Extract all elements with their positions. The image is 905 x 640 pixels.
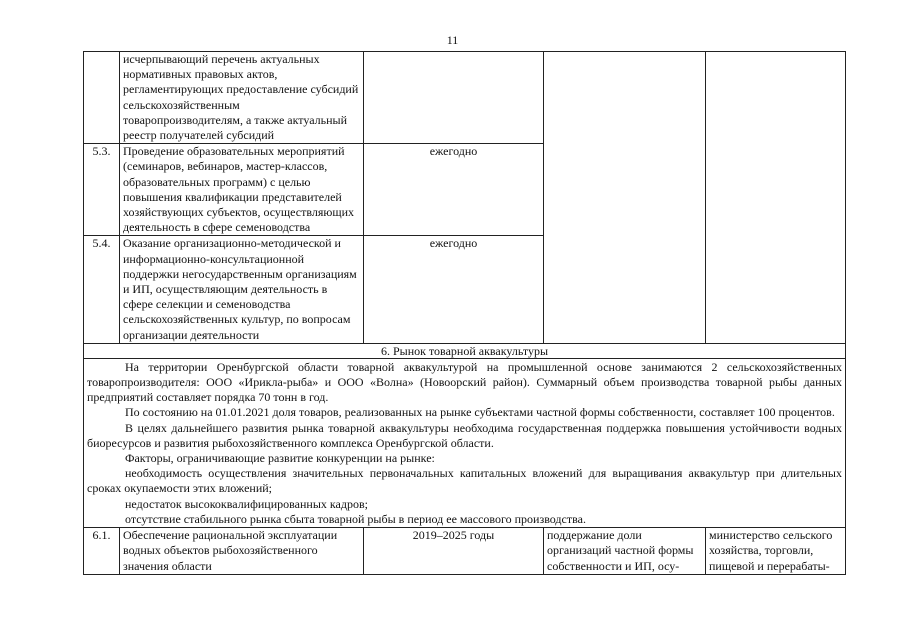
row-number: 5.3. [84, 144, 120, 236]
page-number: 11 [446, 33, 459, 47]
measures-table [83, 51, 846, 575]
indicator-cell: поддержание доли организаций частной формы собственности и ИП, осу- [544, 528, 706, 575]
responsible-cell: министерство сельского хозяйства, торговли, пищевой и перерабаты- [706, 528, 846, 575]
paragraph: отсутствие стабильного рынка сбыта товарной рыбы в период ее массового производства. [125, 511, 586, 526]
paragraph: По состоянию на 01.01.2021 доля товаров, реализованных на рынке субъектами частной формы собственности, составляет 100 процентов. [125, 405, 835, 420]
paragraph: необходимость осуществления значительных первоначальных капитальных вложений для выращивания аквакультур при длительных сроках окупаемости этих вложений; [87, 466, 842, 496]
term-cell: ежегодно [364, 144, 544, 236]
activity-cell: Обеспечение рациональной эксплуатации водных объектов рыбохозяйственного значения области [120, 528, 364, 575]
section-title: 6. Рынок товарной аквакультуры [84, 343, 846, 358]
row-number [84, 52, 120, 144]
row-number: 5.4. [84, 236, 120, 343]
section-description-row [84, 358, 846, 527]
term-cell: ежегодно [364, 236, 544, 343]
paragraph: На территории Оренбургской области товарной аквакультурой на промышленной основе занимаются 2 сельскохозяйственных товаропроизводителя: ООО «Ирикла-рыба» и ООО «Волна» (Новоорский район). Суммарный объем производства товарной рыбы данных предприятий составляет порядка 70 тонн в год. [87, 359, 842, 405]
paragraph: В целях дальнейшего развития рынка товарной аквакультуры необходима государственная поддержка повышения устойчивости водных биоресурсов и развития рыбохозяйственного комплекса Оренбургской области. [87, 420, 842, 450]
activity-cell: Проведение образовательных мероприятий (семинаров, вебинаров, мастер-классов, образовательных программ) с целью повышения квалификации представителей хозяйствующих субъектов, осуществляющих деятельность в сфере семеноводства [120, 144, 364, 236]
table-row [84, 52, 846, 144]
term-cell: 2019–2025 годы [364, 528, 544, 575]
paragraph: недостаток высококвалифицированных кадров; [125, 496, 368, 511]
responsible-cell [706, 52, 846, 344]
activity-cell: исчерпывающий перечень актуальных нормативных правовых актов, регламентирующих предоставление субсидий сельскохозяйственным товаропроизводителям, а также актуальный реестр получателей субсидий [120, 52, 364, 144]
paragraph: Факторы, ограничивающие развитие конкуренции на рынке: [125, 451, 435, 466]
section-description [84, 358, 846, 527]
activity-cell: Оказание организационно-методической и информационно-консультационной поддержки негосударственным организациям и ИП, осуществляющим деятельность в сфере селекции и семеноводства сельскохозяйственных культур, по вопросам организации деятельности [120, 236, 364, 343]
row-number: 6.1. [84, 528, 120, 575]
section-header-row [84, 343, 846, 358]
indicator-cell [544, 52, 706, 344]
term-cell [364, 52, 544, 144]
table-row [84, 528, 846, 575]
